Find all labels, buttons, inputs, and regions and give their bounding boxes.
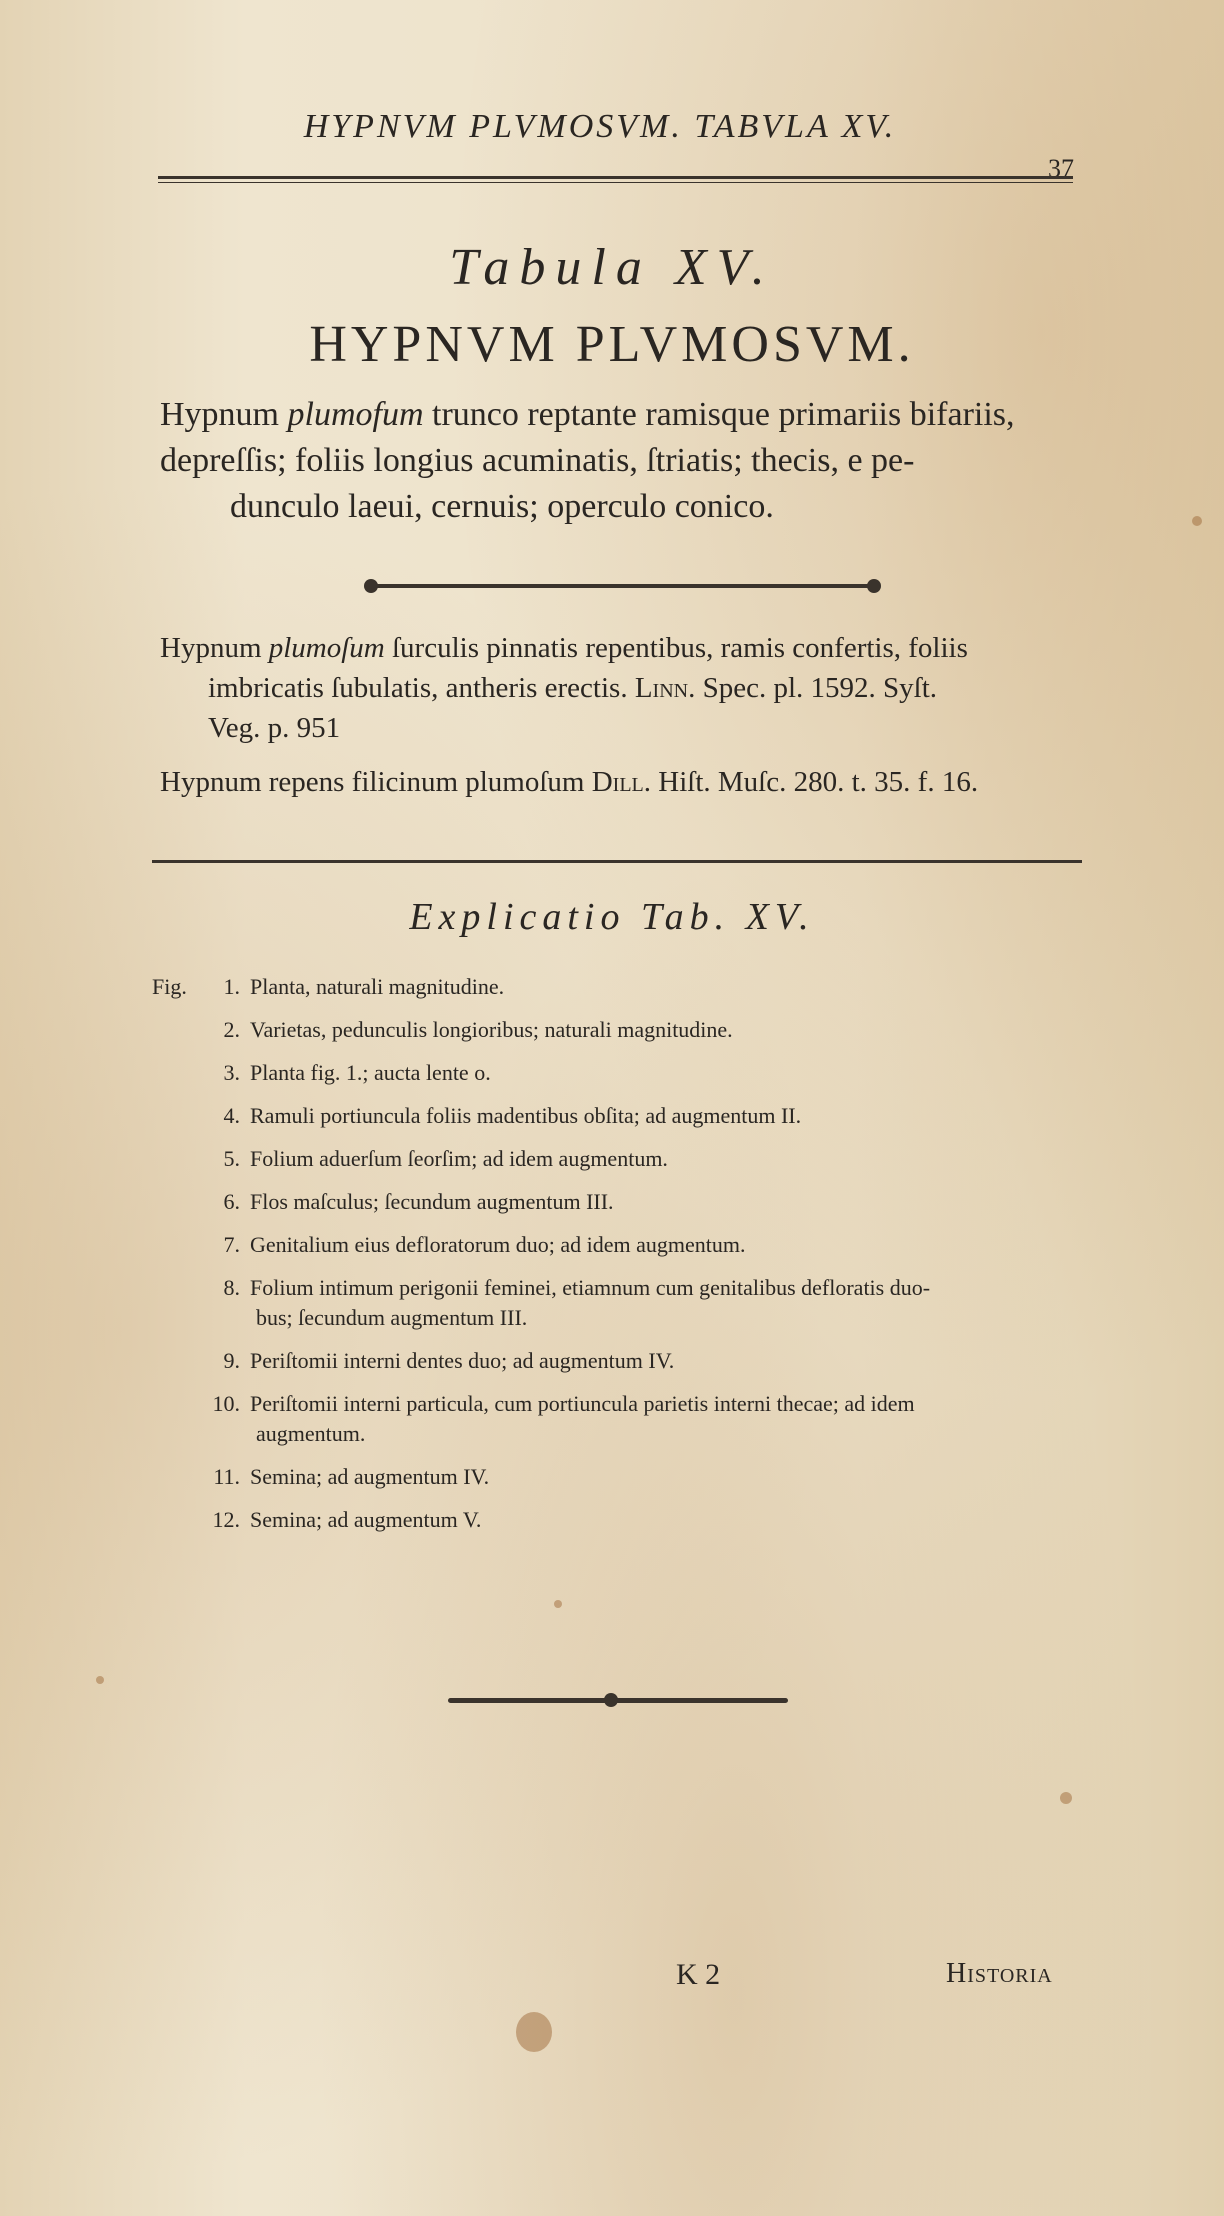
- diagnosis-epithet: plumofum: [287, 396, 424, 433]
- author-linnaeus: Linn.: [634, 672, 696, 704]
- figure-explanation-list: [152, 972, 1092, 1548]
- list-item: [152, 1058, 1092, 1088]
- fig-text: Periſtomii interni dentes duo; ad augmentum IV.: [250, 1348, 675, 1373]
- ornamental-rule: [370, 584, 875, 588]
- fig-number: 5.: [223, 1146, 240, 1171]
- fig-text: Planta fig. 1.; aucta lente o.: [250, 1060, 491, 1085]
- synonym-line-3: Veg. p. 951: [208, 712, 341, 744]
- synonym-line-2a: imbricatis ſubulatis, antheris erectis.: [208, 672, 628, 704]
- fig-number: 8.: [223, 1275, 240, 1300]
- list-item: [152, 1187, 1092, 1217]
- fig-text: Ramuli portiuncula foliis madentibus obſita; ad augmentum II.: [250, 1103, 802, 1128]
- list-item: [152, 1273, 1092, 1333]
- plate-number: Tabula XV.: [449, 239, 775, 296]
- diagnosis-line-2: depreſſis; foliis longius acuminatis, ſtriatis; thecis, e pe-: [160, 442, 915, 479]
- fig-number: 3.: [223, 1060, 240, 1085]
- fig-text: Flos maſculus; ſecundum augmentum III.: [250, 1189, 614, 1214]
- running-title: HYPNVM PLVMOSVM. TABVLA XV.: [303, 108, 897, 145]
- fig-number: 11.: [213, 1464, 240, 1489]
- fig-text: Planta, naturali magnitudine.: [250, 974, 505, 999]
- synonym-genus: Hypnum: [160, 632, 262, 664]
- stain: [1060, 1792, 1072, 1804]
- diagnosis-genus: Hypnum: [160, 396, 279, 433]
- synonym-epithet: plumoſum: [268, 632, 385, 664]
- fig-number: 9.: [223, 1348, 240, 1373]
- species-title: HYPNVM PLVMOSVM.: [309, 316, 915, 373]
- fig-text-continued: bus; ſecundum augmentum III.: [256, 1305, 528, 1330]
- explicatio-title: Explicatio Tab. XV.: [409, 896, 815, 938]
- list-item: [152, 1015, 1092, 1045]
- synonym-line-2b: Spec. pl. 1592. Syſt.: [702, 672, 938, 704]
- header-rule: [158, 176, 1073, 179]
- list-item: [152, 1462, 1092, 1492]
- catchword: Historia: [946, 1958, 1053, 1989]
- fig-number: 1.: [223, 974, 240, 999]
- fig-number: 7.: [223, 1232, 240, 1257]
- ornament-knot: [364, 579, 378, 593]
- synonym-line-1: ſurculis pinnatis repentibus, ramis confertis, foliis: [392, 632, 968, 664]
- ornament-knot: [604, 1693, 618, 1707]
- fig-number: 12.: [212, 1507, 240, 1532]
- synonym-linnaeus: [160, 628, 1080, 748]
- fig-text-continued: augmentum.: [256, 1421, 366, 1446]
- fig-text: Folium aduerſum ſeorſim; ad idem augmentum.: [250, 1146, 668, 1171]
- fig-number: 10.: [212, 1391, 240, 1416]
- stain: [554, 1600, 562, 1608]
- author-dillenius: Dill.: [591, 766, 652, 798]
- closing-ornament: [448, 1698, 788, 1703]
- list-item: [152, 1230, 1092, 1260]
- fig-text: Folium intimum perigonii feminei, etiamnum cum genitalibus defloratis duo-: [250, 1275, 931, 1300]
- fig-label: Fig.: [152, 974, 187, 999]
- list-item: [152, 1101, 1092, 1131]
- fig-number: 6.: [223, 1189, 240, 1214]
- stain: [1192, 516, 1202, 526]
- fig-text: Periſtomii interni particula, cum portiuncula parietis interni thecae; ad idem: [250, 1391, 915, 1416]
- list-item: [152, 972, 1092, 1002]
- diagnosis-line-3: dunculo laeui, cernuis; operculo conico.: [230, 488, 774, 525]
- synonym-text-b: Hiſt. Muſc. 280. t. 35. f. 16.: [658, 766, 979, 798]
- ornament-knot: [867, 579, 881, 593]
- fig-number: 2.: [223, 1017, 240, 1042]
- fig-text: Varietas, pedunculis longioribus; naturali magnitudine.: [250, 1017, 733, 1042]
- signature-mark: K 2: [676, 1958, 721, 1991]
- diagnosis-line-1: trunco reptante ramisque primariis bifariis,: [432, 396, 1015, 433]
- synonym-dillenius: [160, 762, 1080, 802]
- list-item: [152, 1346, 1092, 1376]
- list-item: [152, 1144, 1092, 1174]
- stain: [516, 2012, 552, 2052]
- fig-text: Semina; ad augmentum IV.: [250, 1464, 490, 1489]
- synonym-text-a: Hypnum repens filicinum plumoſum: [160, 766, 585, 798]
- fig-text: Semina; ad augmentum V.: [250, 1507, 482, 1532]
- page-number: 37: [1048, 154, 1074, 183]
- fig-number: 4.: [223, 1103, 240, 1128]
- stain: [96, 1676, 104, 1684]
- species-diagnosis: [160, 392, 1080, 530]
- fig-text: Genitalium eius defloratorum duo; ad idem augmentum.: [250, 1232, 746, 1257]
- section-rule: [152, 860, 1082, 863]
- list-item: [152, 1389, 1092, 1449]
- synonym-line-2: [160, 668, 1080, 708]
- list-item: [152, 1505, 1092, 1535]
